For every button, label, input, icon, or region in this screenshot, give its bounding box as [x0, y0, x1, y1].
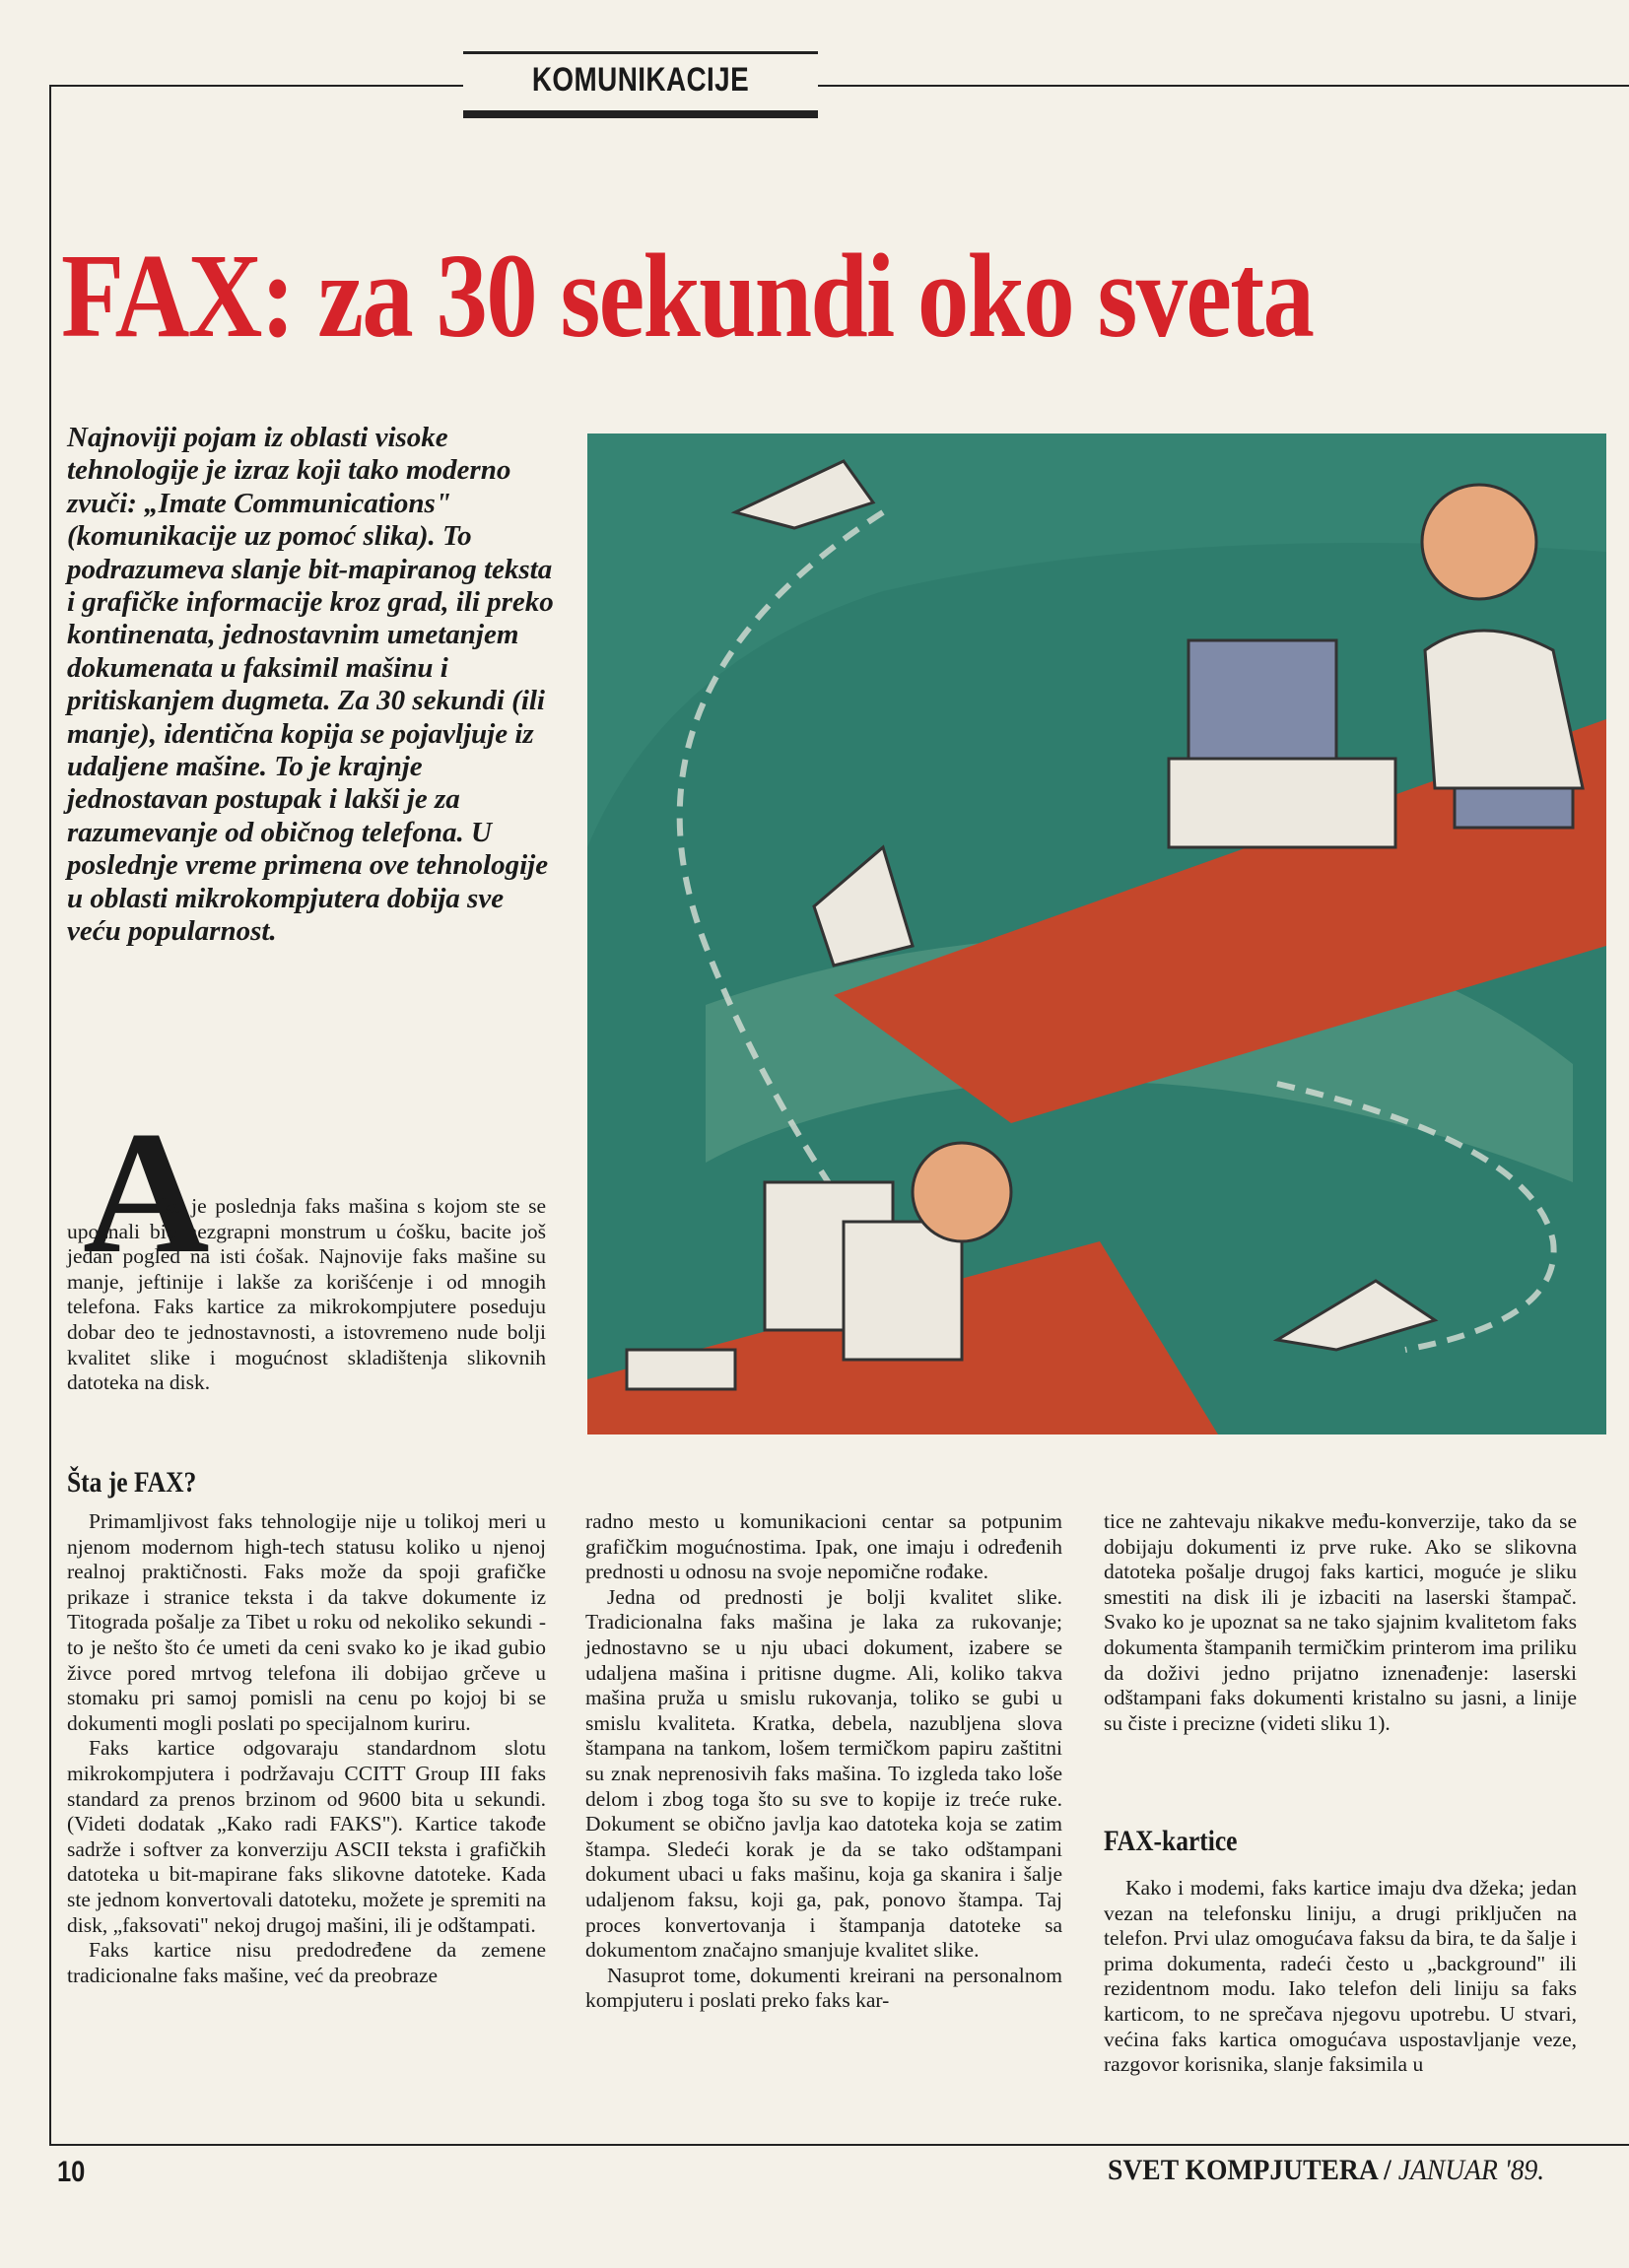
text-column-3-top	[1104, 1509, 1577, 1736]
intro-paragraph: ko je poslednja faks mašina s kojom ste se upoznali bio nezgrapni monstrum u ćošku, bacite još jedan pogled na isti ćošak. Najnovije faks mašine su manje, jeftinije i lakše za korišćenje i od mnogih telefona. Faks kartice za mikrokompjutere poseduju dobar deo te jednostavnosti, a istovremeno nude bolji kvalitet slike i mogućnost skladištenja slikovnih datoteka na disk.	[67, 1194, 546, 1395]
intro-paragraph-block	[67, 1194, 546, 1396]
subhead-fax-cards: FAX-kartice	[1104, 1825, 1238, 1857]
article-headline: FAX: za 30 sekundi oko sveta	[61, 230, 1314, 363]
footer-separator: /	[1377, 2154, 1398, 2186]
article-lead: Najnoviji pojam iz oblasti visoke tehnologije je izraz koji tako moderno zvuči: „Imate Communications" (komunikacije uz pomoć slika). To podrazumeva slanje bit-mapiranog teksta i grafičke informacije kroz grad, ili preko kontinenata, jednostavnim umetanjem dokumenata u faksimil mašinu i pritiskanjem dugmeta. Za 30 sekundi (ili manje), identična kopija se pojavljuje iz udaljene mašine. To je krajnje jednostavan postupak i lakši je za razumevanje od običnog telefona. U poslednje vreme primena ove tehnologije u oblasti mikrokompjutera dobija sve veću popularnost.	[67, 422, 554, 948]
section-tag-bottom-bar	[463, 110, 818, 118]
frame-bottom-rule	[49, 2144, 1629, 2146]
col3-paragraph-2: Kako i modemi, faks kartice imaju dva džeka; jedan vezan na telefonsku liniju, a drugi priključen na telefon. Prvi ulaz omogućava faksu da bira, te da šalje i prima dokumenta, radeći često u „background" ili rezidentnom modu. Iako telefon deli liniju sa faks karticom, to ne sprečava njegovu upotrebu. U stvari, većina faks kartica omogućava uspostavljanje veze, razgovor korisnika, slanje faksimila u	[1104, 1876, 1577, 2077]
col2-paragraph-1: radno mesto u komunikacioni centar sa potpunim grafičkim mogućnostima. Ipak, one imaju i određenih prednosti u odnosu na svoje nepomične rođake.	[585, 1509, 1062, 1584]
col1-paragraph-2: Faks kartice odgovaraju standardnom slotu mikrokompjutera i podržavaju CCITT Group III faks standard za prenos brzinom od 9600 bita u sekundi. (Videti dodatak „Kako radi FAKS"). Kartice takođe sadrže i softver za konverziju ASCII teksta i grafičkih datoteka u bit-mapirane faks slikovne datoteke. Kada ste jednom konvertovali datoteku, možete je spremiti na disk, „faksovati" nekoj drugoj mašini, ili je odštampati.	[67, 1736, 546, 1937]
computer-top-base	[1169, 759, 1395, 847]
text-column-2	[585, 1509, 1062, 2014]
magazine-name: SVET KOMPJUTERA	[1108, 2154, 1378, 2186]
subhead-what-is-fax: Šta je FAX?	[67, 1466, 197, 1499]
computer-top-monitor	[1188, 640, 1336, 768]
col1-paragraph-1: Primamljivost faks tehnologije nije u tolikoj meri u njenom modernom high-tech statusu koliko u njenoj realnoj praktičnosti. Faks može da spoji grafičke prikaze i stranice teksta i da takve dokumente iz Titograda pošalje za Tibet u roku od nekoliko sekundi - to je nešto što će umeti da ceni svako ko je ikad gubio živce pored mrtvog telefona ili dobijao grčeve u stomaku pri samoj pomisli na cenu po kojoj bi se dokumenti mogli poslati po specijalnom kuriru.	[67, 1509, 546, 1735]
col2-paragraph-2: Jedna od prednosti je bolji kvalitet slike. Tradicionalna faks mašina je laka za rukovanje; jednostavno se u nju ubaci dokument, izabere se udaljena mašina i pritisne dugme. Ali, koliko takva mašina pruža u smislu rukovanja, toliko se gubi u smislu kvaliteta. Kratka, debela, nazubljena slova štampana na tankom, lošem termičkom papiru zaštitni su znak neprenosivih faks mašina. To izgleda tako loše delom i zbog toga što su sve to kopije iz treće ruke. Dokument se obično javlja kao datoteka koja se zatim štampa. Sledeći korak je da se tako odštampani dokument ubaci u faks mašinu, koja ga skanira i šalje udaljenom faksu, koji ga, pak, ponovo štampa. Taj proces konvertovanja i štampanja datoteke sa dokumentom značajno smanjuje kvalitet slike.	[585, 1584, 1062, 1963]
section-label: KOMUNIKACIJE	[531, 61, 750, 99]
character-top-head	[1422, 485, 1536, 599]
computer-bottom-keyboard	[627, 1350, 735, 1389]
computer-bottom-cabinet	[844, 1222, 962, 1360]
cartoon-fax-illustration	[587, 434, 1606, 1434]
section-tag-top-bar	[463, 51, 818, 54]
col2-paragraph-3: Nasuprot tome, dokumenti kreirani na personalnom kompjuteru i poslati preko faks kar-	[585, 1963, 1062, 2013]
issue-date: JANUAR '89.	[1397, 2154, 1545, 2186]
col1-paragraph-3: Faks kartice nisu predodređene da zemene tradicionalne faks mašine, već da preobraze	[67, 1938, 546, 1987]
page-number: 10	[57, 2156, 86, 2188]
footer-magazine	[1108, 2154, 1544, 2187]
computer-top-keyboard	[1455, 788, 1573, 828]
text-column-1	[67, 1509, 546, 1988]
character-bottom-head	[913, 1143, 1011, 1241]
drop-cap: A	[83, 1095, 210, 1290]
frame-left-rule	[49, 85, 51, 2144]
cartoon-illustration	[587, 434, 1606, 1434]
text-column-3-bottom	[1104, 1876, 1577, 2078]
section-tag	[463, 51, 818, 116]
col3-paragraph-1: tice ne zahtevaju nikakve među-konverzije, tako da se dobijaju dokumenti iz prve ruke. Ako se slikovna datoteka pošalje drugoj faks kartici, moguće je sliku smestiti na disk ili je izbaciti na laserski štampač. Svako ko je upoznat sa ne tako sjajnim kvalitetom faks dokumenta štampanih termičkim printerom ima priliku da doživi jedno prijatno iznenađenje: laserski odštampani faks dokumenti kristalno su jasni, a linije su čiste i precizne (videti sliku 1).	[1104, 1509, 1577, 1735]
frame-top-rule	[49, 85, 1629, 87]
